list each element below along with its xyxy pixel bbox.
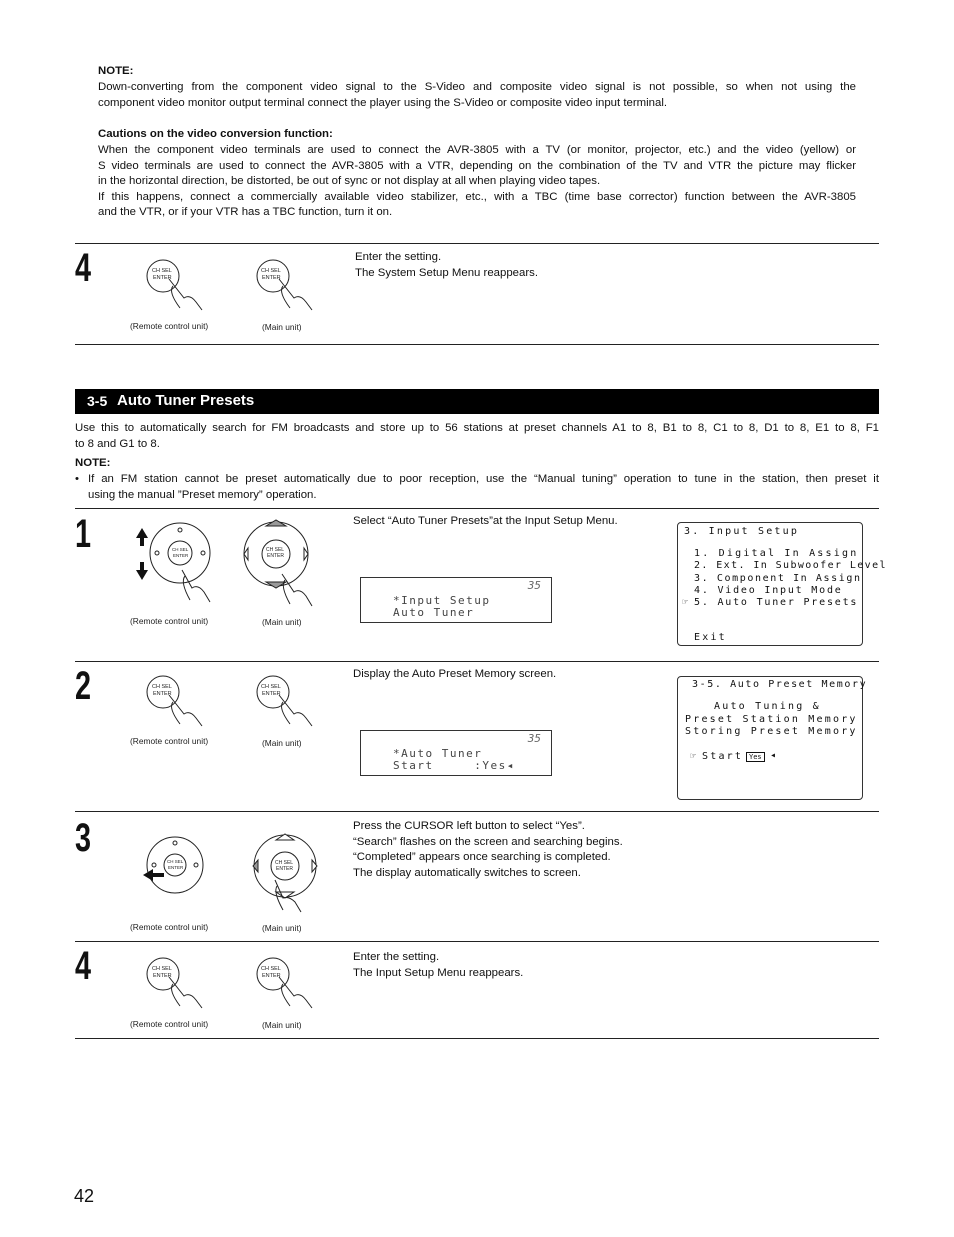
- main-cursor-left-icon: [245, 830, 325, 920]
- cautions-heading: Cautions on the video conversion function:: [98, 128, 333, 140]
- note-heading: NOTE:: [98, 65, 134, 77]
- main-caption: (Main unit): [262, 738, 302, 748]
- display-line: Start :Yes◂: [393, 759, 515, 772]
- ch-sel-label: CH SEL: [152, 684, 172, 690]
- osd-yes-box: [746, 751, 765, 762]
- enter-label: ENTER: [168, 865, 184, 870]
- osd-item: 4. Video Input Mode: [694, 585, 843, 596]
- cautions-line: When the component video terminals are used to connect the AVR-3805 with a TV (or monitor, projector, etc.) and the video (yellow) or: [98, 144, 856, 156]
- cautions-line: and the VTR, or if your VTR has a TBC function, turn it on.: [98, 206, 393, 219]
- step-text: [353, 819, 623, 881]
- enter-label: ENTER: [276, 866, 293, 872]
- enter-label: ENTER: [262, 275, 281, 281]
- main-caption: (Main unit): [262, 1020, 302, 1030]
- step-text: [353, 950, 523, 981]
- intro-line: Use this to automatically search for FM broadcasts and store up to 56 stations at preset channels A1 to 8, B1 to 8, C1 to 8, D1 to 8, E1 to 8, F1: [75, 422, 879, 434]
- osd-item: 2. Ext. In Subwoofer Level: [694, 560, 887, 571]
- enter-label: ENTER: [153, 691, 172, 697]
- step-line: “Search” flashes on the screen and searching begins.: [353, 835, 623, 848]
- enter-label: ENTER: [262, 691, 281, 697]
- step-line: “Completed” appears once searching is completed.: [353, 851, 611, 864]
- note-line: component video monitor output terminal connect the player using the S-Video or composite video input terminal.: [98, 96, 668, 109]
- divider: [75, 508, 879, 509]
- display-line: Auto Tuner: [393, 606, 475, 619]
- main-cursor-updown-icon: [240, 518, 320, 613]
- ch-sel-label: CH SEL: [261, 966, 281, 972]
- step-number: 4: [75, 944, 92, 988]
- step-number: 4: [75, 246, 92, 290]
- enter-label: ENTER: [262, 973, 281, 979]
- step-number: 1: [75, 512, 92, 556]
- enter-label: ENTER: [153, 973, 172, 979]
- section-intro: [75, 421, 879, 452]
- step-line: The System Setup Menu reappears.: [355, 266, 538, 279]
- section-note-heading: NOTE:: [75, 457, 111, 469]
- remote-enter-button-icon: [140, 950, 210, 1012]
- ch-sel-label: CH SEL: [152, 966, 172, 972]
- ch-sel-label: CH SEL: [167, 859, 184, 864]
- note-line: Down-converting from the component video signal to the S-Video and composite video signal is not possible, so when not using the: [98, 81, 856, 93]
- remote-cursor-left-icon: [140, 830, 220, 920]
- osd-item: 1. Digital In Assign: [694, 548, 859, 559]
- ch-sel-label: CH SEL: [152, 268, 172, 274]
- ch-sel-label: CH SEL: [261, 684, 281, 690]
- section-number: 3-5: [87, 393, 108, 409]
- main-caption: (Main unit): [262, 923, 302, 933]
- pointer-icon: ☞: [682, 597, 689, 608]
- note-bullet: •: [75, 473, 79, 485]
- main-caption: (Main unit): [262, 617, 302, 627]
- main-enter-button-icon: [250, 668, 320, 730]
- step-text: Display the Auto Preset Memory screen.: [353, 668, 557, 680]
- osd-start: Start: [702, 751, 744, 762]
- remote-caption: (Remote control unit): [130, 736, 209, 746]
- divider: [75, 243, 879, 244]
- divider: [75, 1038, 879, 1039]
- step-line: The Input Setup Menu reappears.: [353, 966, 524, 979]
- osd-line: Storing Preset Memory: [685, 726, 858, 737]
- step-line: Enter the setting.: [353, 951, 440, 963]
- osd-line: Auto Tuning &: [714, 701, 821, 712]
- step-text: [355, 250, 538, 281]
- section-note-text: [88, 472, 879, 503]
- cautions-text: [98, 143, 856, 221]
- remote-caption: (Remote control unit): [130, 321, 209, 331]
- step-number: 2: [75, 664, 92, 708]
- ch-sel-label: CH SEL: [172, 547, 189, 552]
- cautions-line: If this happens, connect a commercially available video stabilizer, etc., with a TBC (time base corrector) function between the AVR-3805: [98, 190, 856, 203]
- osd-title: 3-5. Auto Preset Memory: [692, 679, 868, 690]
- ch-sel-label: CH SEL: [275, 860, 294, 866]
- step-number: 3: [75, 816, 92, 860]
- remote-caption: (Remote control unit): [130, 922, 209, 932]
- osd-auto-preset-memory: [677, 676, 868, 800]
- step-text: Select “Auto Tuner Presets”at the Input Setup Menu.: [353, 515, 618, 527]
- yes-value: Yes: [746, 752, 765, 762]
- divider: [75, 661, 879, 662]
- osd-input-setup: [677, 522, 887, 646]
- osd-item: 3. Component In Assign: [694, 573, 862, 584]
- remote-enter-button-icon: [140, 668, 210, 730]
- main-enter-button-icon: [250, 252, 320, 314]
- remote-caption: (Remote control unit): [130, 616, 209, 626]
- enter-label: ENTER: [153, 275, 172, 281]
- enter-label: ENTER: [267, 553, 284, 559]
- front-display: [360, 577, 552, 623]
- main-enter-button-icon: [250, 950, 320, 1012]
- osd-exit: Exit: [694, 632, 727, 643]
- divider: [75, 811, 879, 812]
- step-line: Enter the setting.: [355, 251, 442, 263]
- display-number: 35: [527, 732, 541, 745]
- osd-item-selected: 5. Auto Tuner Presets: [694, 597, 859, 608]
- left-arrow-icon: ◂: [770, 750, 777, 761]
- display-line: *Input Setup: [393, 594, 491, 607]
- section-banner: [75, 389, 879, 414]
- remote-cursor-updown-icon: [130, 520, 220, 610]
- front-display: [360, 730, 552, 776]
- ch-sel-label: CH SEL: [266, 547, 285, 553]
- note-text: [98, 80, 856, 111]
- pointer-icon: ☞: [690, 751, 697, 762]
- note-line: using the manual ”Preset memory” operation.: [88, 488, 317, 501]
- divider: [75, 344, 879, 345]
- cautions-line: in the horizontal direction, be distorted, be out of sync or not display at all when playing video tapes.: [98, 175, 601, 188]
- step-line: The display automatically switches to screen.: [353, 866, 581, 879]
- intro-line: to 8 and G1 to 8.: [75, 437, 160, 450]
- note-line: If an FM station cannot be preset automatically due to poor reception, use the “Manual tuning” operation to tune in the station, then preset it: [88, 473, 879, 485]
- osd-line: Preset Station Memory: [685, 714, 858, 725]
- page-number: 42: [74, 1186, 95, 1206]
- ch-sel-label: CH SEL: [261, 268, 281, 274]
- display-line: *Auto Tuner: [393, 747, 483, 760]
- section-title: Auto Tuner Presets: [117, 392, 255, 409]
- remote-caption: (Remote control unit): [130, 1019, 209, 1029]
- step-line: Press the CURSOR left button to select “Yes”.: [353, 820, 585, 832]
- cautions-line: S video terminals are used to connect the AVR-3805 with a VTR, depending on the combination of the TV and VTR the picture may flicker: [98, 159, 856, 172]
- display-number: 35: [527, 579, 541, 592]
- remote-enter-button-icon: [140, 252, 210, 314]
- divider: [75, 941, 879, 942]
- enter-label: ENTER: [173, 553, 189, 558]
- osd-title: 3. Input Setup: [684, 526, 800, 537]
- main-caption: (Main unit): [262, 322, 302, 332]
